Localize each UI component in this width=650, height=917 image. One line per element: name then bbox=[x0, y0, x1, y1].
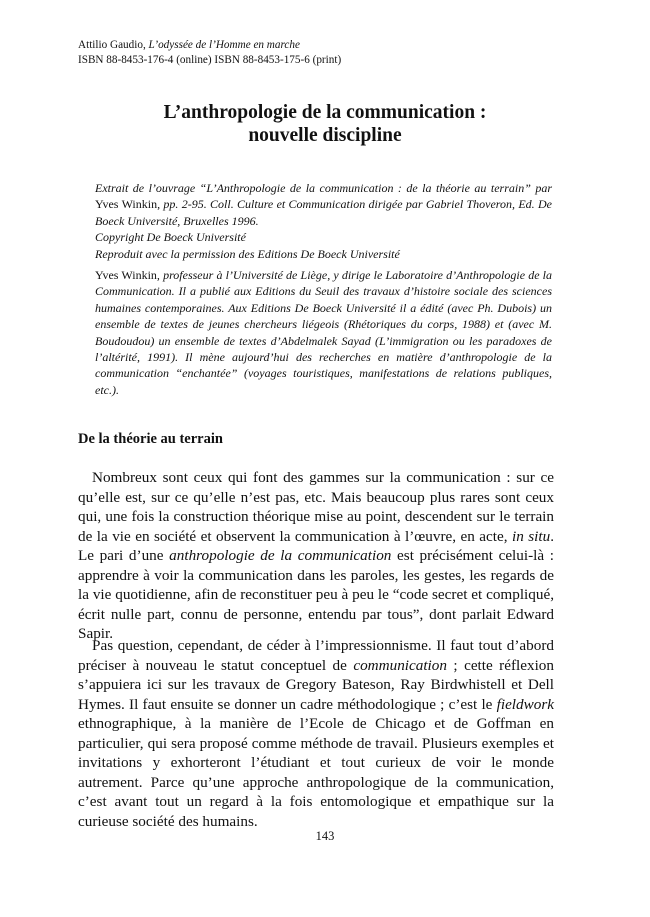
p1-text-c: est précisément celui-là : apprendre à voir la communication dans les paroles, les gestes, les regards de la vie quotidienne, afin de reconstituer peu à peu le “code secret et compliqué, écrit nulle part, connu de personne, entendu par tous”, dont parlait Edward Sapir. bbox=[78, 547, 554, 642]
source-note-author: Yves Winkin bbox=[95, 197, 158, 212]
copyright-line: Copyright De Boeck Université bbox=[95, 230, 246, 245]
page-number: 143 bbox=[315, 829, 335, 843]
p1-text-b: . Le pari d’une bbox=[78, 527, 554, 564]
header-isbn: ISBN 88-8453-176-4 (online) ISBN 88-8453-175-6 (print) bbox=[78, 54, 342, 66]
p2-text-a: Pas question, cependant, de céder à l’impressionnisme. Il faut tout d’abord préciser à nouveau le statut conceptuel de bbox=[78, 637, 554, 674]
source-note bbox=[95, 180, 552, 262]
paragraph-1 bbox=[78, 468, 554, 644]
bio-author: Yves Winkin bbox=[95, 268, 157, 282]
running-header bbox=[78, 38, 341, 68]
p2-text-b: ; cette réflexion s’appuiera ici sur les travaux de Gregory Bateson, Ray Birdwhistell et Dell Hymes. Il faut ensuite se donner un cadre méthodologique ; c’est le bbox=[78, 656, 554, 713]
section-heading: De la théorie au terrain bbox=[78, 431, 223, 447]
title-line-1: L’anthropologie de la communication : bbox=[163, 102, 487, 123]
permission-line: Reproduit avec la permission des Editions De Boeck Université bbox=[95, 246, 400, 261]
p2-communication: communication bbox=[353, 656, 447, 674]
source-note-text-b: , pp. 2-95. Coll. Culture et Communication dirigée par Gabriel Thoveron, Ed. De Boeck Université, Bruxelles 1996. bbox=[95, 197, 552, 228]
header-author: Attilio Gaudio, bbox=[78, 39, 149, 51]
p2-text-c: ethnographique, à la manière de l’Ecole de Chicago et de Goffman en particulier, qui sera proposé comme méthode de travail. Plusieurs exemples et invitations y exhorteront l’étudiant et tout curieux de voir le monde autrement. Parce qu’une approche anthropologique de la communication, c’est avant tout un regard à la fois entomologique et empathique sur la curieuse société des humains. bbox=[78, 715, 554, 830]
header-book-title: L’odyssée de l’Homme en marche bbox=[148, 39, 300, 51]
title-line-2: nouvelle discipline bbox=[248, 125, 402, 146]
author-bio bbox=[95, 267, 552, 398]
p1-text-a: Nombreux sont ceux qui font des gammes sur la communication : sur ce qu’elle est, sur ce qu’elle n’est pas, etc. Mais beaucoup plus rares sont ceux qui, une fois la construction théorique mise au point, descendent sur le terrain de la vie en société et observent la communication à l’œuvre, en acte, bbox=[78, 469, 554, 545]
article-title bbox=[0, 101, 650, 147]
p1-in-situ: in situ bbox=[511, 527, 551, 545]
header-citation bbox=[78, 38, 341, 53]
source-note-text-a: Extrait de l’ouvrage “L’Anthropologie de la communication : de la théorie au terrain” par bbox=[95, 181, 552, 195]
p1-anthropologie: anthropologie de la communication bbox=[169, 547, 392, 564]
paragraph-2 bbox=[78, 636, 554, 831]
p2-fieldwork: fieldwork bbox=[496, 695, 554, 713]
bio-text: , professeur à l’Université de Liège, y dirige le Laboratoire d’Anthropologie de la Communication. Il a publié aux Editions du Seuil des travaux d’histoire sociale des sciences humaines contemporaines. Aux Editions De Boeck Université il a édité (avec Ph. Dubois) un ensemble de textes de jeunes chercheurs liégeois (Rhétoriques du corps, 1988) et (avec M. Boudoudou) un ensemble de textes d’Abdelmalek Sayad (L’immigration ou les paradoxes de l’altérité, 1991). Il mène aujourd’hui des recherches en matière d’anthropologie de la communication “enchantée” (voyages touristiques, manifestations de relations publiques, etc.). bbox=[95, 268, 553, 397]
